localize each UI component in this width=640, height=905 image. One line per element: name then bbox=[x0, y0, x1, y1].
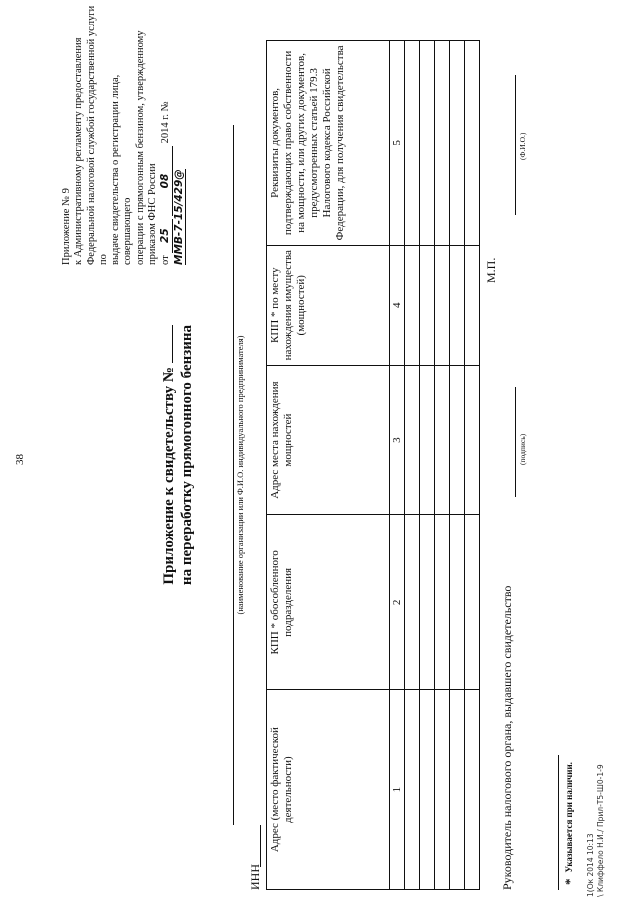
table-cell bbox=[405, 515, 420, 690]
page-number: 38 bbox=[14, 454, 26, 465]
table-cell bbox=[435, 690, 450, 890]
name-caption: (Ф.И.О.) bbox=[518, 132, 527, 160]
table-cell bbox=[405, 245, 420, 365]
table-cell bbox=[435, 41, 450, 246]
inn-label: ИНН bbox=[248, 864, 262, 890]
table-row bbox=[405, 41, 420, 890]
table-cell bbox=[420, 245, 435, 365]
stamp-label: М.П. bbox=[484, 257, 498, 283]
file-meta-line: 1(Ок 2014 10:13 bbox=[586, 833, 595, 897]
column-number: 4 bbox=[390, 245, 405, 365]
order-number: ММВ-7-15/429@ bbox=[172, 169, 185, 265]
date-year: 2014 г. № bbox=[160, 101, 172, 144]
footnote-divider bbox=[558, 755, 559, 890]
table-cell bbox=[420, 365, 435, 515]
name-line bbox=[515, 75, 516, 215]
table-cell bbox=[435, 365, 450, 515]
table-header-row bbox=[267, 41, 390, 890]
table-cell bbox=[435, 245, 450, 365]
column-number: 5 bbox=[390, 41, 405, 246]
table-cell bbox=[450, 365, 465, 515]
certificate-table bbox=[266, 40, 480, 890]
table-cell bbox=[420, 515, 435, 690]
appendix-line: выдаче свидетельства о регистрации лица, совершающего bbox=[110, 74, 134, 265]
date-prefix: от bbox=[160, 255, 172, 265]
appendix-line: операции с прямогонным бензином, утвержденному bbox=[134, 30, 146, 265]
appendix-line: Федеральной налоговой службой государственной услуги по bbox=[85, 5, 109, 265]
table-row bbox=[420, 41, 435, 890]
inn-line bbox=[260, 825, 261, 867]
table-header: Реквизиты документов, подтверждающих право собственности на мощности, или других документов, предусмотренных статьей 179.3 Налогового кодекса Российской Федерации, для получения свидетельства bbox=[267, 41, 390, 246]
org-name-caption: (наименование организации или Ф.И.О. индивидуального предпринимателя) bbox=[235, 335, 245, 615]
file-meta-line: \ Клиффело Н.И./ Прил-Т5-Ш0-1-9 bbox=[596, 764, 605, 897]
footnote-text: Указывается при наличии. bbox=[564, 762, 574, 873]
certificate-number-blank bbox=[172, 325, 173, 363]
footnote-mark: * bbox=[562, 878, 577, 885]
table-row bbox=[450, 41, 465, 890]
title-line-2: на переработку прямогонного бензина bbox=[179, 324, 195, 586]
table-cell bbox=[405, 365, 420, 515]
table-row bbox=[435, 41, 450, 890]
table-cell bbox=[465, 41, 480, 246]
signature-caption: (подпись) bbox=[518, 433, 527, 465]
table-cell bbox=[450, 41, 465, 246]
org-name-line bbox=[233, 125, 234, 825]
table-cell bbox=[465, 515, 480, 690]
column-number: 3 bbox=[390, 365, 405, 515]
table-header: КПП * по месту нахождения имущества (мощностей) bbox=[267, 245, 390, 365]
footnote bbox=[562, 762, 578, 885]
table-header: Адрес места нахождения мощностей bbox=[267, 365, 390, 515]
table-cell bbox=[465, 690, 480, 890]
table-cell bbox=[465, 365, 480, 515]
table-cell bbox=[450, 690, 465, 890]
column-number: 1 bbox=[390, 690, 405, 890]
table-cell bbox=[450, 245, 465, 365]
table-header: КПП * обособленного подразделения bbox=[267, 515, 390, 690]
appendix-line: приказом ФНС России bbox=[147, 163, 159, 265]
table-cell bbox=[420, 690, 435, 890]
signature-label: Руководитель налогового органа, выдавшего свидетельство bbox=[500, 585, 514, 890]
column-number: 2 bbox=[390, 515, 405, 690]
table-cell bbox=[450, 515, 465, 690]
appendix-line: Приложение № 9 bbox=[61, 188, 72, 265]
table-cell bbox=[435, 515, 450, 690]
date-day: 25 bbox=[159, 219, 172, 253]
table-cell bbox=[420, 41, 435, 246]
signature-line bbox=[515, 387, 516, 497]
table-cell bbox=[405, 690, 420, 890]
table-header: Адрес (место фактической деятельности) bbox=[267, 690, 390, 890]
document-title bbox=[160, 175, 196, 735]
date-month: 08 bbox=[159, 146, 172, 216]
table-cell bbox=[465, 245, 480, 365]
table-number-row bbox=[390, 41, 405, 890]
table-cell bbox=[405, 41, 420, 246]
title-line-1: Приложение к свидетельству № bbox=[160, 175, 178, 735]
appendix-line: к Административному регламенту предоставления bbox=[73, 37, 85, 265]
table-row bbox=[465, 41, 480, 890]
